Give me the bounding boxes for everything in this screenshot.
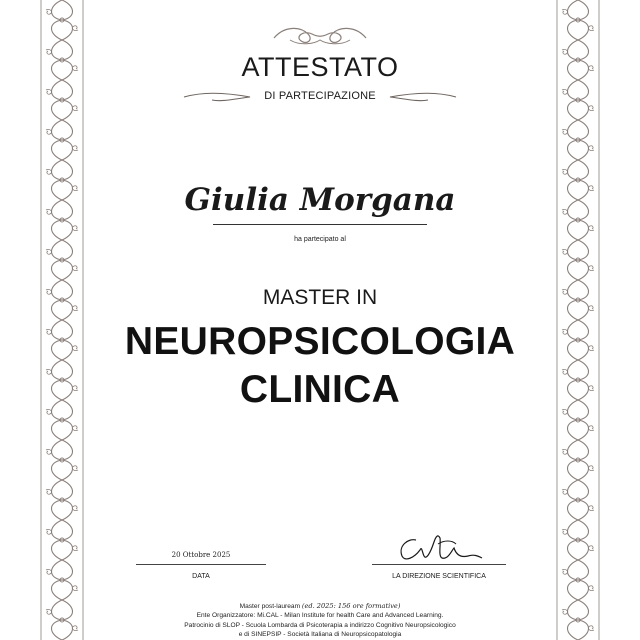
footer-master-type: Master post-lauream <box>239 603 301 610</box>
top-flourish-ornament <box>270 22 370 53</box>
direction-label: LA DIREZIONE SCIENTIFICA <box>392 573 486 580</box>
footer-organizer: Ente Organizzatore: Mi.CAL - Milan Institute for health Care and Advanced Learning. <box>196 612 444 620</box>
subtitle-row <box>182 86 458 108</box>
footer-edition: (ed. 2025: 156 ore formative) <box>301 602 401 610</box>
footer-patronage-slop: Patrocinio di SLOP - Scuola Lombarda di Psicoterapia a indirizzo Cognitivo Neuropsicologico <box>184 621 456 629</box>
date-value: 20 Ottobre 2025 <box>171 551 231 559</box>
signature-line <box>372 564 506 565</box>
certificate-subtitle: DI PARTECIPAZIONE <box>264 90 376 102</box>
participated-text: ha partecipato al <box>294 236 346 243</box>
footer-notes <box>0 602 640 640</box>
date-label: DATA <box>192 573 210 580</box>
footer-patronage-sinepsip: e di SINEPSIP - Società Italiana di Neuropsicopatologia <box>238 631 402 639</box>
right-flourish-icon <box>388 90 458 104</box>
course-title-line2: CLINICA <box>239 368 401 411</box>
course-title <box>0 318 640 414</box>
certificate-title: ATTESTATO <box>241 52 399 82</box>
course-title-line1: NEUROPSICOLOGIA <box>124 320 516 363</box>
footer-line1 <box>0 602 640 611</box>
recipient-name: Giulia Morgana <box>184 182 456 218</box>
date-line <box>136 564 266 565</box>
master-label: MASTER IN <box>262 286 378 309</box>
name-underline <box>213 224 427 225</box>
